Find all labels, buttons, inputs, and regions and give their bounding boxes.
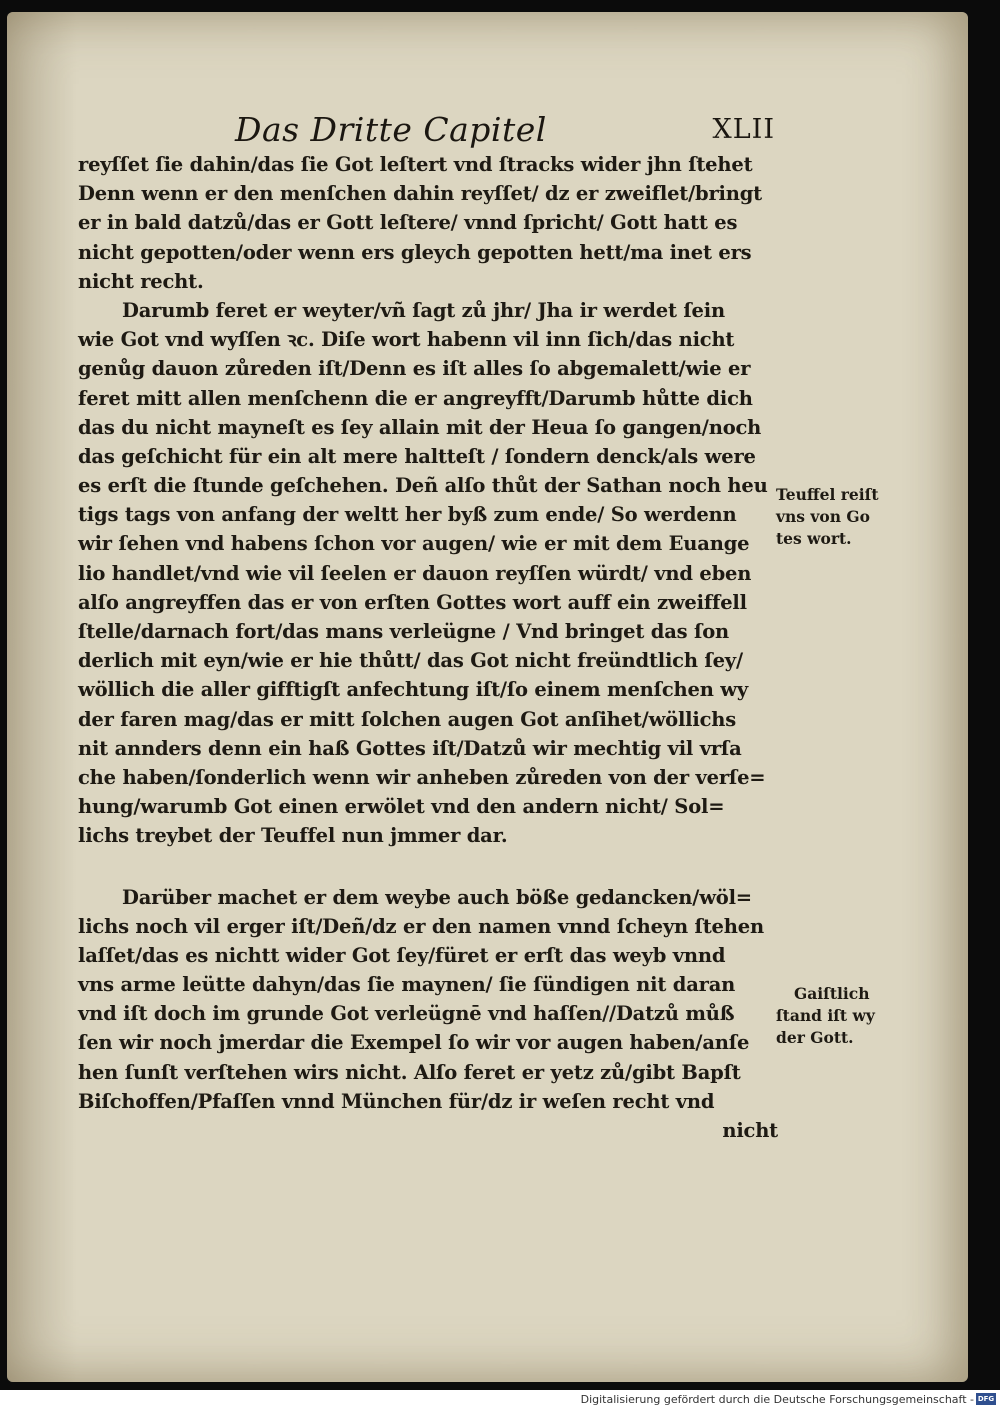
text-line: ſtelle/darnach fort/das mans verleügne / Vnd bringet das ſon [78, 620, 729, 643]
text-line: tigs tags von anfang der weltt her byß zum ende/ So werdenn [78, 503, 737, 527]
paragraph-gap [78, 851, 778, 883]
text-line: vnd iſt doch im grunde Got verleügnē vnd haſſen//Datzů můß [78, 1002, 735, 1026]
text-line: laſſet/das es nichtt wider Got ſey/füret er erſt das weyb vnnd [78, 943, 726, 967]
text-line: alſo angreyffen das er von erſten Gottes wort auff ein zweiffell [78, 590, 747, 614]
margin-note-line: Teuffel reiſt [776, 485, 879, 504]
text-line: Denn wenn er den menſchen dahin reyſſet/ dz er zweiflet/bringt [78, 182, 762, 206]
digitization-credit: Digitalisierung gefördert durch die Deutsche Forschungsgemeinschaft - [580, 1393, 974, 1406]
text-line: derlich mit eyn/wie er hie thůtt/ das Got nicht freündtlich ſey/ [78, 649, 743, 673]
text-line: der faren mag/das er mitt ſolchen augen Got anſihet/wöllichs [78, 707, 737, 731]
text-line: che haben/ſonderlich wenn wir anheben zůreden von der verſe= [78, 765, 766, 789]
text-line: genůg dauon zůreden iſt/Denn es iſt alles ſo abgemalett/wie er [78, 357, 751, 381]
paragraph-1 [78, 150, 778, 296]
paragraph-3 [78, 883, 778, 1146]
paragraph-2 [78, 296, 778, 851]
text-line: lichs treybet der Teuffel nun jmmer dar. [78, 824, 508, 848]
text-line: wöllich die aller gifftigſt anfechtung iſt/ſo einem menſchen wy [78, 678, 748, 702]
text-line: Biſchoffen/Pfaſſen vnnd München für/dz ir weſen recht vnd [78, 1089, 715, 1113]
margin-note-gaistlich [776, 983, 875, 1049]
text-line: es erſt die ſtunde geſchehen. Deñ alſo thůt der Sathan noch heu [78, 474, 768, 498]
margin-note-line: ſtand iſt wy [776, 1006, 875, 1025]
text-line: das du nicht mayneſt es ſey allain mit der Heua ſo gangen/noch [78, 415, 762, 439]
margin-note-line: vns von Go [776, 507, 870, 526]
margin-note-line: tes wort. [776, 529, 852, 548]
text-line: nicht gepotten/oder wenn ers gleych gepotten hett/ma inet ers [78, 240, 752, 264]
folio-number: XLII [712, 114, 775, 145]
text-line: Darumb feret er weyter/vñ ſagt zů jhr/ Jha ir werdet ſein [122, 298, 725, 322]
text-line: wir ſehen vnd habens ſchon vor augen/ wie er mit dem Euange [78, 532, 750, 556]
text-line: hung/warumb Got einen erwölet vnd den andern nicht/ Sol= [78, 795, 725, 819]
text-line: das geſchicht für ein alt mere haltteſt / ſondern denck/als were [78, 444, 756, 468]
dfg-logo: DFG [977, 1395, 995, 1403]
text-line: feret mitt allen menſchenn die er angreyfft/Darumb hůtte dich [78, 386, 753, 410]
text-line: vns arme leütte dahyn/das ſie maynen/ ſie ſündigen nit daran [78, 973, 736, 997]
running-title: Das Dritte Capitel [235, 110, 547, 149]
text-line: reyſſet ſie dahin/das ſie Got leſtert vnd ſtracks wider jhn ſtehet [78, 153, 753, 176]
margin-note-line: der Gott. [776, 1028, 854, 1047]
page-header [235, 110, 775, 150]
text-line: Darüber machet er dem weybe auch böße gedancken/wöl= [122, 885, 752, 909]
text-line: lichs noch vil erger iſt/Deñ/dz er den namen vnnd ſcheyn ſtehen [78, 914, 764, 938]
text-line: ſen wir noch jmerdar die Exempel ſo wir vor augen haben/anſe [78, 1031, 750, 1055]
text-line: nicht recht. [78, 269, 204, 293]
body-text [78, 150, 778, 1145]
text-line: lio handlet/vnd wie vil ſeelen er dauon reyſſen würdt/ vnd eben [78, 561, 752, 585]
text-line: nit annders denn ein haß Gottes iſt/Datzů wir mechtig vil vrſa [78, 736, 742, 760]
margin-note-teuffel [776, 484, 879, 550]
text-line: er in bald datzů/das er Gott leſtere/ vnnd ſpricht/ Gott hatt es [78, 211, 738, 235]
margin-note-line: Gaiſtlich [794, 984, 870, 1003]
catchword: nicht [722, 1119, 778, 1142]
text-line: wie Got vnd wyſſen ꝛc. Diſe wort habenn vil inn ſich/das nicht [78, 328, 735, 352]
text-line: hen ſunſt verſtehen wirs nicht. Alſo feret er yetz zů/gibt Bapſt [78, 1060, 741, 1084]
